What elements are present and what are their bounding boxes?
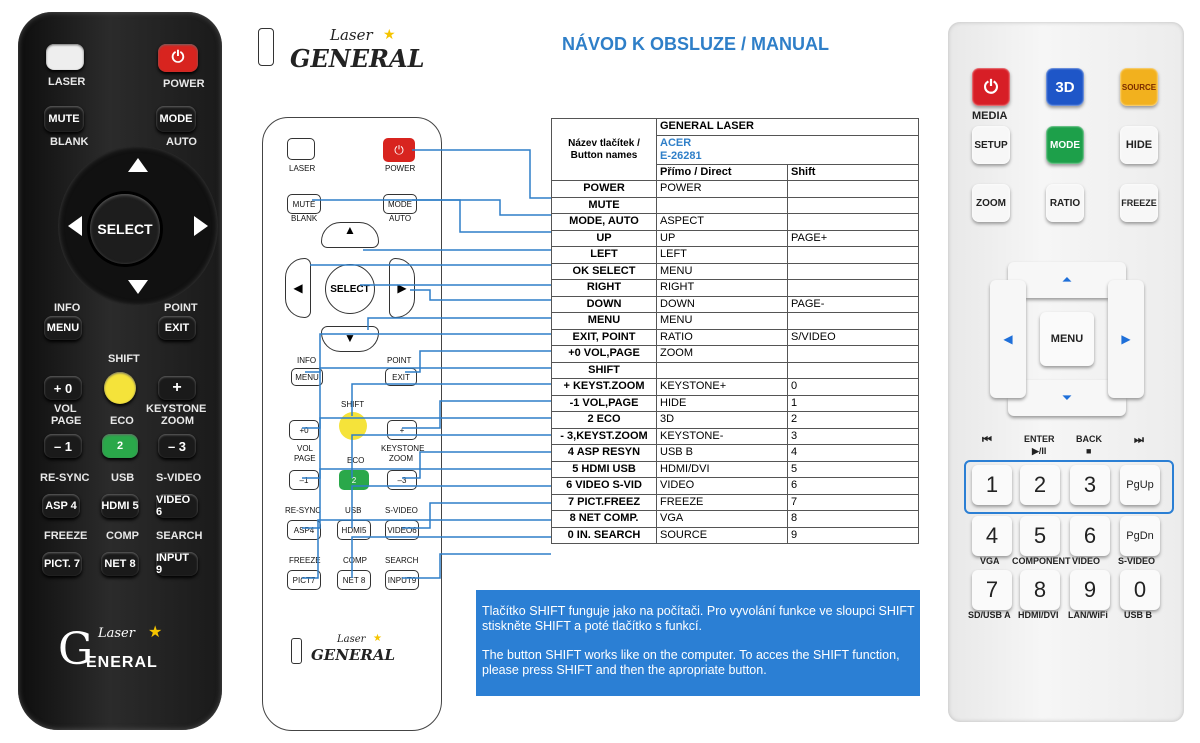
eco-button[interactable]: 2 xyxy=(339,470,369,490)
page-title: NÁVOD K OBSLUZE / MANUAL xyxy=(562,34,829,54)
number-9-button[interactable]: 9 xyxy=(1070,570,1110,610)
freeze-label: FREEZE xyxy=(289,556,321,565)
setup-button[interactable]: SETUP xyxy=(972,126,1010,164)
header-brand: GENERAL LASER xyxy=(657,119,919,136)
usbb-label: USB B xyxy=(1124,610,1153,620)
star-icon: ★ xyxy=(148,624,163,641)
star-icon: ★ xyxy=(383,26,396,42)
pgup-button[interactable]: PgUp xyxy=(1120,465,1160,505)
power-button[interactable]: ⏻ xyxy=(383,138,415,162)
direct-function-cell: MENU xyxy=(657,313,788,330)
button-name-cell: 2 ECO xyxy=(552,412,657,429)
video6-button[interactable]: VIDEO 6 xyxy=(156,494,198,518)
shift-function-cell: 2 xyxy=(788,412,919,429)
shift-function-cell: PAGE+ xyxy=(788,230,919,247)
direct-function-cell xyxy=(657,362,788,379)
direct-function-cell: KEYSTONE+ xyxy=(657,379,788,396)
blank-label: BLANK xyxy=(50,136,89,148)
play-pause-icon: ▶/II xyxy=(1032,446,1047,456)
button-mapping-table xyxy=(551,118,919,544)
shift-label: SHIFT xyxy=(108,353,140,365)
vol-label: VOL xyxy=(54,403,77,415)
button-name-cell: +0 VOL,PAGE xyxy=(552,346,657,363)
shift-function-cell xyxy=(788,181,919,198)
header-acer-label: ACER xyxy=(660,136,692,149)
shift-function-cell: 7 xyxy=(788,494,919,511)
number-1-button[interactable]: 1 xyxy=(972,465,1012,505)
blank-label: BLANK xyxy=(291,214,318,223)
mode-button[interactable]: MODE xyxy=(156,106,196,132)
freeze-label: FREEZE xyxy=(44,530,88,542)
table-row xyxy=(552,280,919,297)
usb-label: USB xyxy=(111,472,135,484)
right-button[interactable]: ▶ xyxy=(389,258,415,318)
asp4-button[interactable]: ASP 4 xyxy=(42,494,80,518)
video-label: VIDEO xyxy=(1072,556,1101,566)
back-label: BACK xyxy=(1076,434,1102,444)
plus0-button[interactable]: + 0 xyxy=(44,376,82,400)
header-direct: Přímo / Direct xyxy=(657,164,788,181)
direct-function-cell xyxy=(657,197,788,214)
logo-g: G xyxy=(58,624,94,675)
table-row xyxy=(552,247,919,264)
direct-function-cell: MENU xyxy=(657,263,788,280)
star-icon: ★ xyxy=(373,633,382,644)
media-power-button[interactable]: ⏻ xyxy=(972,68,1010,106)
select-button[interactable]: SELECT xyxy=(90,194,160,264)
shift-function-cell xyxy=(788,362,919,379)
number-4-button[interactable]: 4 xyxy=(972,516,1012,556)
button-name-cell: UP xyxy=(552,230,657,247)
plus0-button[interactable]: +0 xyxy=(289,420,319,440)
table-row xyxy=(552,461,919,478)
number-0-button[interactable]: 0 xyxy=(1120,570,1160,610)
auto-label: AUTO xyxy=(166,136,197,148)
info-label: INFO xyxy=(297,356,317,365)
minus1-button[interactable]: –1 xyxy=(289,470,319,490)
down-button[interactable]: ▼ xyxy=(321,326,379,352)
keystone-label: KEYSTONE xyxy=(146,403,207,415)
up-button[interactable]: ▲ xyxy=(321,222,379,248)
vga-label: VGA xyxy=(980,556,1000,566)
direct-function-cell: USB B xyxy=(657,445,788,462)
shift-function-cell: 0 xyxy=(788,379,919,396)
shift-function-cell xyxy=(788,313,919,330)
button-name-cell: - 3,KEYST.ZOOM xyxy=(552,428,657,445)
select-button[interactable]: SELECT xyxy=(325,264,375,314)
table-row xyxy=(552,230,919,247)
hide-button[interactable]: HIDE xyxy=(1120,126,1158,164)
pict7-button[interactable]: PICT7 xyxy=(287,570,321,590)
table-row xyxy=(552,313,919,330)
left-button[interactable]: ◀ xyxy=(285,258,311,318)
button-name-cell: -1 VOL,PAGE xyxy=(552,395,657,412)
direct-function-cell: 3D xyxy=(657,412,788,429)
search-label: SEARCH xyxy=(385,556,419,565)
direct-function-cell: RATIO xyxy=(657,329,788,346)
asp4-button[interactable]: ASP4 xyxy=(287,520,321,540)
up-button[interactable]: ⏶ xyxy=(1008,262,1126,298)
prev-icon: ⏮ xyxy=(982,434,992,446)
button-name-cell: 0 IN. SEARCH xyxy=(552,527,657,544)
logo-laser: Laser xyxy=(98,626,135,641)
freeze-button[interactable]: FREEZE xyxy=(1120,184,1158,222)
button-name-cell: DOWN xyxy=(552,296,657,313)
table-row xyxy=(552,527,919,544)
direct-function-cell: VGA xyxy=(657,511,788,528)
shift-function-cell xyxy=(788,346,919,363)
laser-label: LASER xyxy=(48,76,86,88)
net8-button[interactable]: NET 8 xyxy=(337,570,371,590)
keystone-plus-button[interactable]: + xyxy=(387,420,417,440)
table-row xyxy=(552,214,919,231)
next-icon: ⏭ xyxy=(1134,434,1144,446)
direct-function-cell: ASPECT xyxy=(657,214,788,231)
table-row xyxy=(552,329,919,346)
table-row xyxy=(552,412,919,429)
exit-button[interactable]: EXIT xyxy=(158,316,196,340)
video6-button[interactable]: VIDEO6 xyxy=(385,520,419,540)
eco-label: ECO xyxy=(110,415,134,427)
shift-function-cell: 8 xyxy=(788,511,919,528)
shift-function-cell: 3 xyxy=(788,428,919,445)
right-button[interactable]: ▶ xyxy=(1108,280,1144,398)
button-name-cell: 4 ASP RESYN xyxy=(552,445,657,462)
eco-button[interactable]: 2 xyxy=(102,434,138,458)
menu-button[interactable]: MENU xyxy=(44,316,82,340)
three-d-button[interactable]: 3D xyxy=(1046,68,1084,106)
table-row xyxy=(552,263,919,280)
source-button[interactable]: SOURCE xyxy=(1120,68,1158,106)
direct-function-cell: FREEZE xyxy=(657,494,788,511)
media-label: MEDIA xyxy=(972,110,1008,122)
table-row xyxy=(552,511,919,528)
minus3-button[interactable]: –3 xyxy=(387,470,417,490)
search-label: SEARCH xyxy=(156,530,203,542)
shift-function-cell: 4 xyxy=(788,445,919,462)
pict7-button[interactable]: PICT. 7 xyxy=(42,552,82,576)
shift-function-cell: PAGE- xyxy=(788,296,919,313)
info-text-cz: Tlačítko SHIFT funguje jako na počítači. Pro vyvolání funkce ve sloupci SHIFT stiskněte SHIFT a poté tlačítko s funkcí. xyxy=(482,604,915,633)
direct-function-cell: UP xyxy=(657,230,788,247)
svideo-label: S-VIDEO xyxy=(385,506,418,515)
mode-button[interactable]: MODE xyxy=(1046,126,1084,164)
shift-function-cell: 5 xyxy=(788,461,919,478)
keystone-label: KEYSTONE xyxy=(381,444,425,453)
button-name-cell: 6 VIDEO S-VID xyxy=(552,478,657,495)
menu-button[interactable]: MENU xyxy=(291,368,323,386)
logo-laser: Laser xyxy=(337,634,366,645)
shift-info-box xyxy=(476,590,920,696)
shift-function-cell xyxy=(788,214,919,231)
number-2-button[interactable]: 2 xyxy=(1020,465,1060,505)
header-model-label: E-26281 xyxy=(660,149,702,162)
mute-button[interactable]: MUTE xyxy=(44,106,84,132)
direct-function-cell: ZOOM xyxy=(657,346,788,363)
button-name-cell: EXIT, POINT xyxy=(552,329,657,346)
eco-label: ECO xyxy=(347,456,365,465)
power-label: POWER xyxy=(385,164,416,173)
exit-button[interactable]: EXIT xyxy=(385,368,417,386)
svideo-label: S-VIDEO xyxy=(1118,556,1156,566)
direct-function-cell: SOURCE xyxy=(657,527,788,544)
shift-function-cell: 6 xyxy=(788,478,919,495)
direct-function-cell: LEFT xyxy=(657,247,788,264)
number-7-button[interactable]: 7 xyxy=(972,570,1012,610)
zoom-label: ZOOM xyxy=(389,454,413,463)
button-name-cell: + KEYST.ZOOM xyxy=(552,379,657,396)
ratio-button[interactable]: RATIO xyxy=(1046,184,1084,222)
stop-icon: ■ xyxy=(1086,446,1092,456)
input9-button[interactable]: INPUT9 xyxy=(385,570,419,590)
header-button-names: Název tlačítek / Button names xyxy=(552,119,657,181)
logo-general: GENERAL xyxy=(290,44,425,73)
table-row xyxy=(552,181,919,198)
table-header-row xyxy=(552,119,919,136)
sdusb-label: SD/USB A xyxy=(968,610,1011,620)
button-name-cell: POWER xyxy=(552,181,657,198)
input9-button[interactable]: INPUT 9 xyxy=(156,552,198,576)
zoom-button[interactable]: ZOOM xyxy=(972,184,1010,222)
number-6-button[interactable]: 6 xyxy=(1070,516,1110,556)
logo-laser: Laser xyxy=(330,26,373,44)
keystone-plus-button[interactable]: + xyxy=(158,376,196,400)
shift-function-cell xyxy=(788,247,919,264)
mute-button[interactable]: MUTE xyxy=(287,194,321,214)
left-button[interactable]: ◀ xyxy=(990,280,1026,398)
button-name-cell: 7 PICT.FREEZ xyxy=(552,494,657,511)
direct-function-cell: HIDE xyxy=(657,395,788,412)
point-label: POINT xyxy=(387,356,412,365)
table-row xyxy=(552,478,919,495)
lanwifi-label: LAN/WiFi xyxy=(1068,610,1108,620)
comp-label: COMP xyxy=(343,556,367,565)
point-label: POINT xyxy=(164,302,198,314)
down-button[interactable]: ⏷ xyxy=(1008,380,1126,416)
hdmidvi-label: HDMI/DVI xyxy=(1018,610,1059,620)
direct-function-cell: DOWN xyxy=(657,296,788,313)
table-row xyxy=(552,197,919,214)
zoom-label: ZOOM xyxy=(161,415,194,427)
button-name-cell: OK SELECT xyxy=(552,263,657,280)
button-name-cell: 8 NET COMP. xyxy=(552,511,657,528)
logo-general: ENERAL xyxy=(86,654,158,671)
table-row xyxy=(552,346,919,363)
component-label: COMPONENT xyxy=(1012,556,1071,566)
shift-function-cell: S/VIDEO xyxy=(788,329,919,346)
direct-function-cell: POWER xyxy=(657,181,788,198)
pgdn-button[interactable]: PgDn xyxy=(1120,516,1160,556)
table-row xyxy=(552,379,919,396)
resync-label: RE-SYNC xyxy=(285,506,322,515)
mode-button[interactable]: MODE xyxy=(383,194,417,214)
shift-label: SHIFT xyxy=(341,400,365,409)
comp-label: COMP xyxy=(106,530,139,542)
button-name-cell: RIGHT xyxy=(552,280,657,297)
power-icon: ⏻ xyxy=(171,49,185,66)
table-row xyxy=(552,428,919,445)
info-label: INFO xyxy=(54,302,81,314)
enter-label: ENTER xyxy=(1024,434,1055,444)
minus1-button[interactable]: – 1 xyxy=(44,434,82,458)
minus3-button[interactable]: – 3 xyxy=(158,434,196,458)
header-acer xyxy=(657,135,919,164)
usb-label: USB xyxy=(345,506,362,515)
header-shift: Shift xyxy=(788,164,919,181)
button-name-cell: LEFT xyxy=(552,247,657,264)
table-row xyxy=(552,362,919,379)
number-3-button[interactable]: 3 xyxy=(1070,465,1110,505)
shift-function-cell xyxy=(788,263,919,280)
laser-label: LASER xyxy=(289,164,316,173)
net8-button[interactable]: NET 8 xyxy=(101,552,139,576)
page-label: PAGE xyxy=(51,415,82,427)
direct-function-cell: VIDEO xyxy=(657,478,788,495)
page-label: PAGE xyxy=(294,454,316,463)
button-name-cell: MODE, AUTO xyxy=(552,214,657,231)
number-5-button[interactable]: 5 xyxy=(1020,516,1060,556)
shift-function-cell: 1 xyxy=(788,395,919,412)
hdmi5-button[interactable]: HDMI5 xyxy=(337,520,371,540)
power-label: POWER xyxy=(163,78,205,90)
button-name-cell: 5 HDMI USB xyxy=(552,461,657,478)
dpad xyxy=(990,262,1144,416)
table-row xyxy=(552,494,919,511)
hdmi5-button[interactable]: HDMI 5 xyxy=(101,494,139,518)
table-row xyxy=(552,296,919,313)
table-row xyxy=(552,445,919,462)
white-remote xyxy=(948,22,1184,722)
resync-label: RE-SYNC xyxy=(40,472,90,484)
direct-function-cell: HDMI/DVI xyxy=(657,461,788,478)
table-row xyxy=(552,395,919,412)
shift-function-cell xyxy=(788,280,919,297)
auto-label: AUTO xyxy=(389,214,412,223)
direct-function-cell: RIGHT xyxy=(657,280,788,297)
button-name-cell: SHIFT xyxy=(552,362,657,379)
direct-function-cell: KEYSTONE- xyxy=(657,428,788,445)
info-text-en: The button SHIFT works like on the computer. To acces the SHIFT function, please press SHIFT and then the apropriate button. xyxy=(482,648,900,677)
number-8-button[interactable]: 8 xyxy=(1020,570,1060,610)
button-name-cell: MUTE xyxy=(552,197,657,214)
svideo-label: S-VIDEO xyxy=(156,472,202,484)
button-name-cell: MENU xyxy=(552,313,657,330)
vol-label: VOL xyxy=(297,444,314,453)
shift-function-cell: 9 xyxy=(788,527,919,544)
shift-function-cell xyxy=(788,197,919,214)
menu-button[interactable]: MENU xyxy=(1040,312,1094,366)
logo-general: GENERAL xyxy=(311,646,396,664)
